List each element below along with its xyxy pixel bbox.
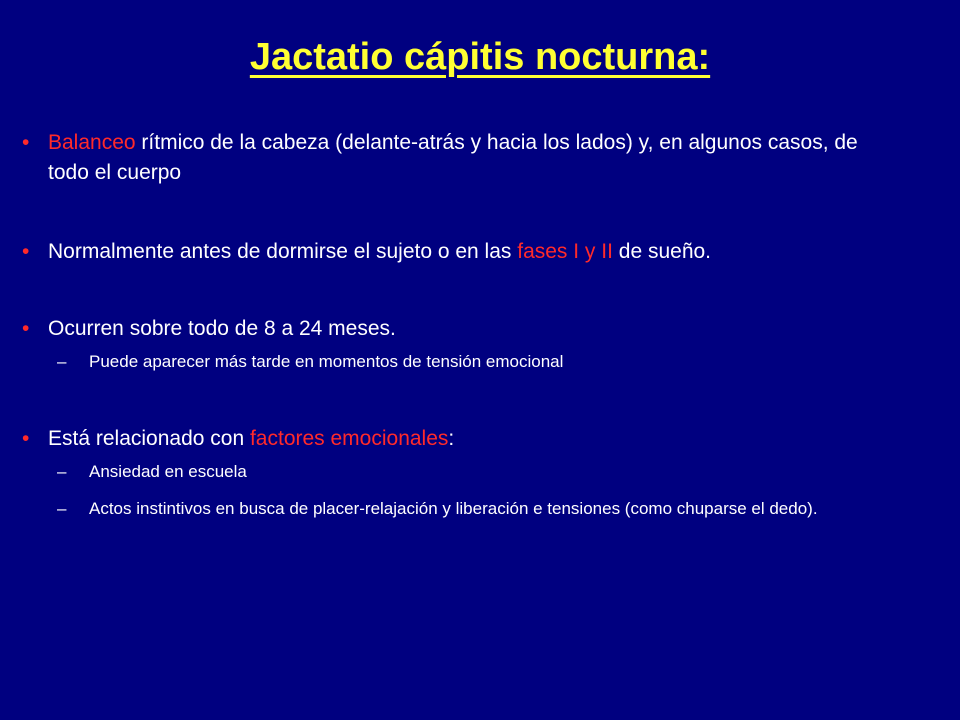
bullet-text — [48, 237, 902, 267]
highlight-text: factores emocionales — [249, 427, 449, 450]
sub-bullet-marker: – — [57, 499, 67, 518]
slide-title: Jactatio cápitis nocturna: — [249, 36, 711, 78]
bullet-text-before: Normalmente antes de dormirse el sujeto o en las — [48, 240, 518, 263]
sub-bullet-text: Puede aparecer más tarde en momentos de tensión emocional — [89, 352, 564, 371]
bullet-marker: • — [22, 240, 30, 263]
sub-bullet-item — [57, 460, 917, 484]
bullet-text — [48, 128, 902, 188]
bullet-text-before: Está relacionado con — [48, 427, 250, 450]
bullet-item — [22, 314, 902, 344]
sub-bullet-marker: – — [57, 462, 67, 481]
sub-bullet-text: Actos instintivos en busca de placer-relajación y liberación e tensiones (como chuparse el dedo). — [89, 499, 818, 518]
bullet-item — [22, 237, 902, 267]
sub-bullet-item — [57, 497, 917, 521]
bullet-text-after: de sueño. — [612, 240, 712, 263]
bullet-item — [22, 424, 902, 454]
sub-bullet-item — [57, 350, 917, 374]
highlight-text: fases I y II — [517, 240, 613, 263]
bullet-text-after: : — [448, 427, 455, 450]
bullet-marker: • — [22, 131, 30, 154]
bullet-text-body: rítmico de la cabeza (delante-atrás y hacia los lados) y, en algunos casos, de todo el cuerpo — [48, 131, 858, 184]
bullet-marker: • — [22, 317, 30, 340]
bullet-text: Ocurren sobre todo de 8 a 24 meses. — [48, 317, 396, 340]
bullet-marker: • — [22, 427, 30, 450]
sub-bullet-text: Ansiedad en escuela — [89, 462, 247, 481]
bullet-text — [48, 424, 902, 454]
highlight-text: Balanceo — [48, 131, 136, 154]
sub-bullet-marker: – — [57, 352, 67, 371]
bullet-item — [22, 128, 902, 188]
